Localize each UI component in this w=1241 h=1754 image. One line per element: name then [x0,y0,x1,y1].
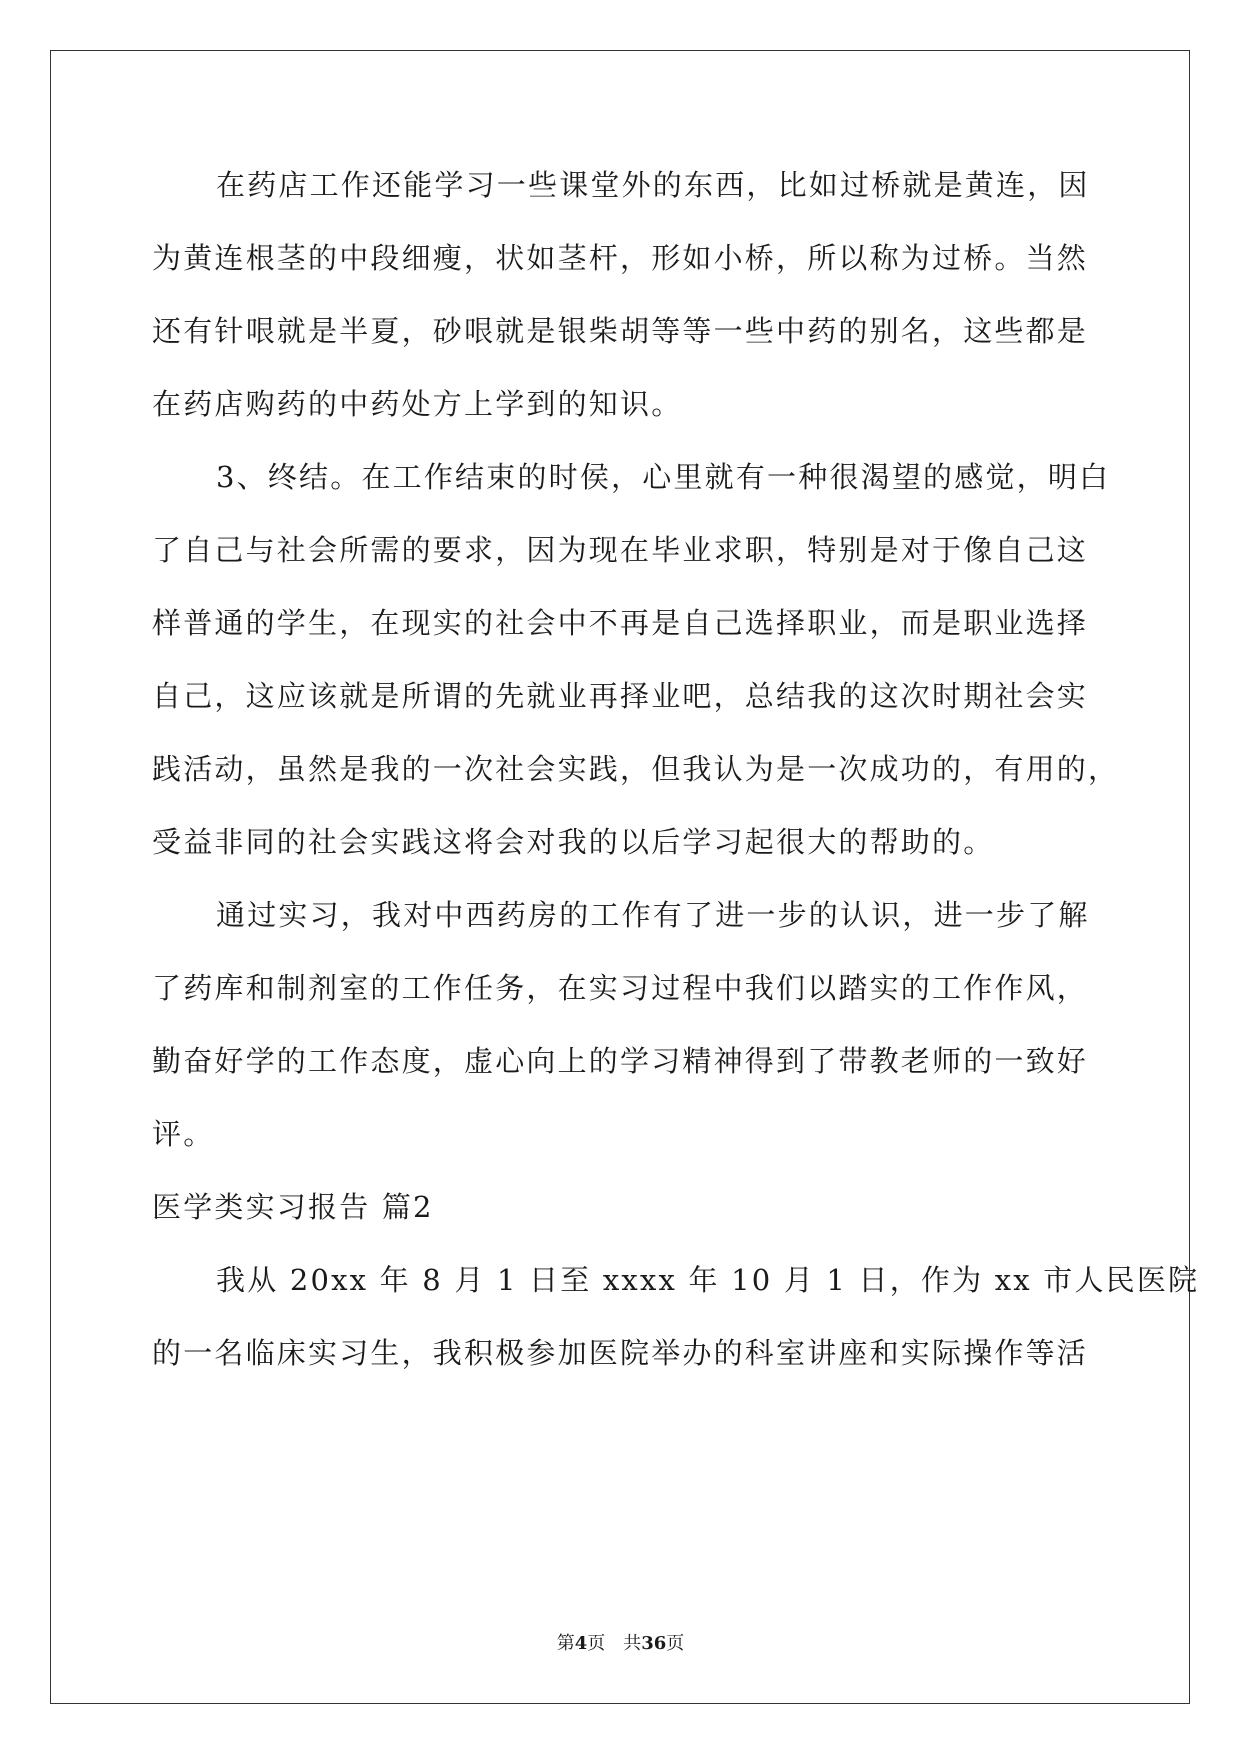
page-border [50,50,1190,1704]
total-page-count: 36 [641,1633,667,1654]
page-footer [0,1632,1241,1656]
footer-suffix: 页 [666,1633,685,1654]
text-line: 还有针哏就是半夏，砂哏就是银柴胡等等一些中药的别名，这些都是 [152,314,1089,348]
text-line: 践活动，虽然是我的一次社会实践，但我认为是一次成功的，有用的， [152,752,1120,786]
text-line: 我从 20xx 年 8 月 1 日至 xxxx 年 10 月 1 日，作为 xx 市人民医院 [216,1263,1200,1297]
section-heading: 医学类实习报告 篇2 [152,1190,434,1224]
text-line: 受益非同的社会实践这将会对我的以后学习起很大的帮助的。 [152,825,995,859]
text-line: 3、终结。在工作结束的时侯，心里就有一种很渴望的感觉，明白 [216,460,1111,494]
text-line: 评。 [152,1117,215,1151]
text-line: 了自己与社会所需的要求，因为现在毕业求职，特别是对于像自己这 [152,533,1089,567]
text-line: 样普通的学生，在现实的社会中不再是自己选择职业，而是职业选择 [152,606,1089,640]
text-line: 了药库和制剂室的工作任务，在实习过程中我们以踏实的工作作风， [152,971,1089,1005]
footer-mid: 页 共 [587,1633,642,1654]
current-page-number: 4 [574,1633,588,1654]
text-line: 在药店购药的中药处方上学到的知识。 [152,387,683,421]
text-line: 的一名临床实习生，我积极参加医院举办的科室讲座和实际操作等活 [152,1336,1089,1370]
text-line: 为黄连根茎的中段细瘦，状如茎杆，形如小桥，所以称为过桥。当然 [152,241,1089,275]
text-line: 通过实习，我对中西药房的工作有了进一步的认识，进一步了解 [216,898,1090,932]
text-line: 在药店工作还能学习一些课堂外的东西，比如过桥就是黄连，因 [216,168,1090,202]
text-line: 勤奋好学的工作态度，虚心向上的学习精神得到了带教老师的一致好 [152,1044,1089,1078]
text-line: 自己，这应该就是所谓的先就业再择业吧，总结我的这次时期社会实 [152,679,1089,713]
footer-prefix: 第 [556,1633,575,1654]
